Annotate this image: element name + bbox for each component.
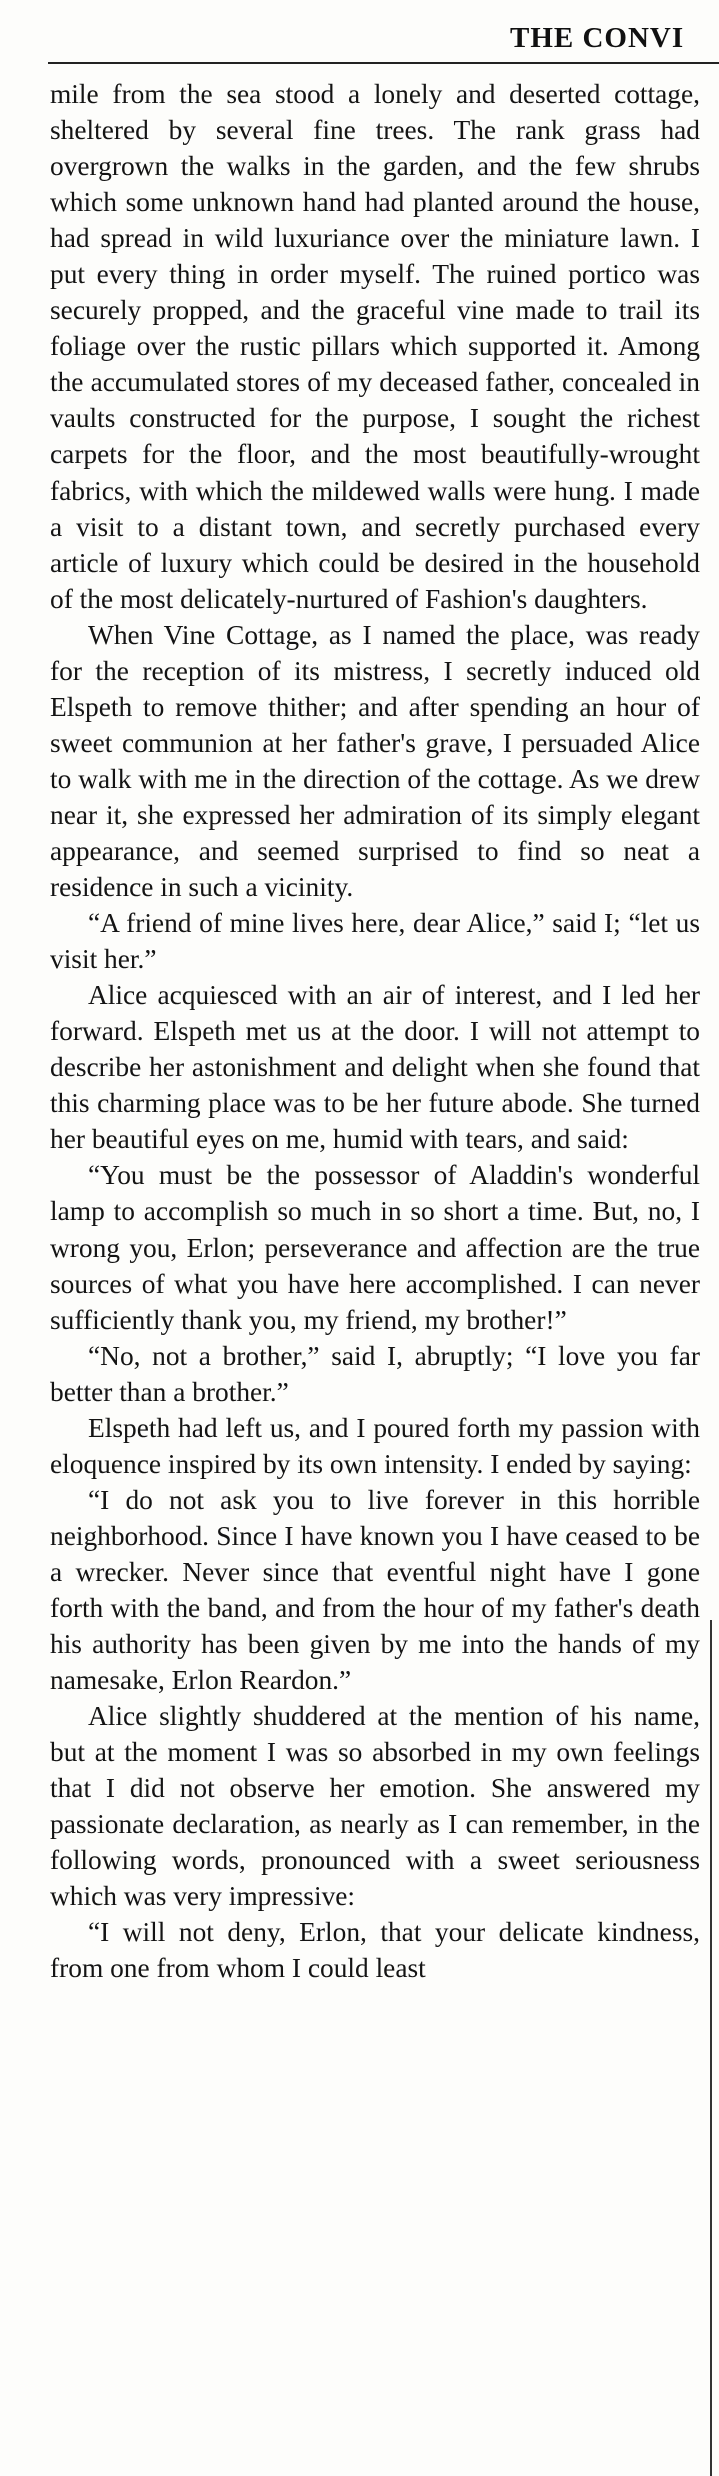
paragraph-dialogue-wrecker: “I do not ask you to live forever in this horrible neighborhood. Since I have known you I have ceased to be a wrecker. Never since that eventful night have I gone forth with the band, and from the hour of my father's death his authority has been given by me into the hands of my namesake, Erlon Reardon.” xyxy=(50,1484,700,1696)
column-rule xyxy=(710,1620,712,2476)
paragraph-dialogue-friend: “A friend of mine lives here, dear Alice,” said I; “let us visit her.” xyxy=(50,908,700,975)
paragraph-alice-acquiesced: Alice acquiesced with an air of interest, and I led her forward. Elspeth met us at the door. I will not attempt to describe her astonishment and delight when she found that this charming place was to be her future abode. She turned her beautiful eyes on me, humid with tears, and said: xyxy=(50,980,700,1155)
paragraph-dialogue-will-not-deny: “I will not deny, Erlon, that your delicate kindness, from one from whom I could least xyxy=(50,1917,700,1984)
paragraph-vine-cottage: When Vine Cottage, as I named the place, was ready for the reception of its mistress, I secretly induced old Elspeth to remove thither; and after spending an hour of sweet communion at her father's grave, I persuaded Alice to walk with me in the direction of the cottage. As we drew near it, she expressed her admiration of its simply elegant appearance, and seemed surprised to find so neat a residence in such a vicinity. xyxy=(50,619,700,903)
header-rule xyxy=(48,62,719,64)
paragraph-dialogue-not-brother: “No, not a brother,” said I, abruptly; “I love you far better than a brother.” xyxy=(50,1340,700,1407)
paragraph-elspeth-left: Elspeth had left us, and I poured forth my passion with eloquence inspired by its own intensity. I ended by saying: xyxy=(50,1412,700,1479)
paragraph-alice-shuddered: Alice slightly shuddered at the mention of his name, but at the moment I was so absorbed in my own feelings that I did not observe her emotion. She answered my passionate declaration, as nearly as I can remember, in the following words, pronounced with a sweet seriousness which was very impressive: xyxy=(50,1701,700,1912)
paragraph-dialogue-aladdin: “You must be the possessor of Aladdin's wonderful lamp to accomplish so much in so short a time. But, no, I wrong you, Erlon; perseverance and affection are the true sources of what you have here accomplished. I can never sufficiently thank you, my friend, my brother!” xyxy=(50,1160,700,1335)
text-column xyxy=(50,76,700,1986)
running-head-title: THE CONVI xyxy=(510,22,685,54)
paragraph-continued: mile from the sea stood a lonely and deserted cottage, sheltered by several fine trees. The rank grass had overgrown the walks in the garden, and the few shrubs which some unknown hand had planted around the house, had spread in wild luxuriance over the miniature lawn. I put every thing in order myself. The ruined portico was securely propped, and the graceful vine made to trail its foliage over the rustic pillars which supported it. Among the accumulated stores of my deceased father, concealed in vaults constructed for the purpose, I sought the richest carpets for the floor, and the most beautifully-wrought fabrics, with which the mildewed walls were hung. I made a visit to a distant town, and secretly purchased every article of luxury which could be desired in the household of the most delicately-nurtured of Fashion's daughters. xyxy=(50,79,700,614)
